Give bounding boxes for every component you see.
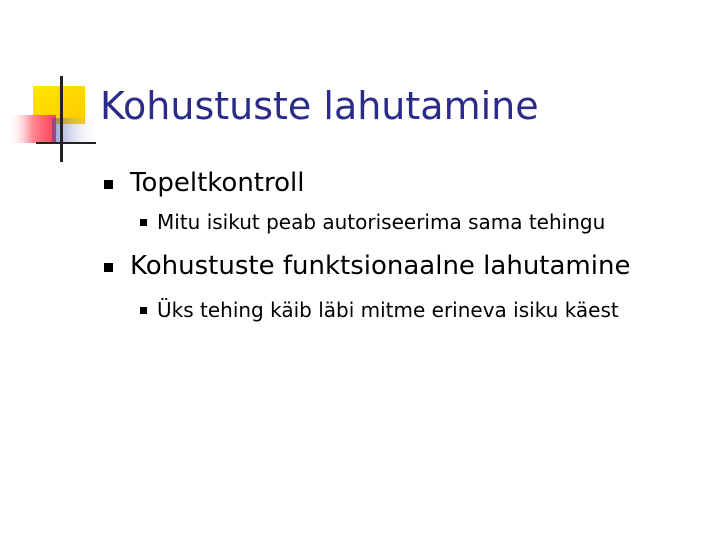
bullet-item [96,168,696,198]
sub-bullet-text: Üks tehing käib läbi mitme erineva isiku käest [157,298,619,322]
bullet-text: Topeltkontroll [130,168,305,198]
square-bullet-icon [140,307,147,314]
square-bullet-icon [104,263,113,272]
sub-bullet-item [126,209,696,235]
bullet-text: Kohustuste funktsionaalne lahutamine [130,251,631,281]
slide-title: Kohustuste lahutamine [100,84,539,128]
sub-bullet-item [126,297,696,323]
square-bullet-icon [140,219,147,226]
sub-bullet-text: Mitu isikut peab autoriseerima sama tehingu [157,210,606,234]
square-bullet-icon [104,180,113,189]
slide-template-logo-icon [0,0,110,170]
bullet-list [96,168,696,323]
bullet-item [96,251,696,281]
